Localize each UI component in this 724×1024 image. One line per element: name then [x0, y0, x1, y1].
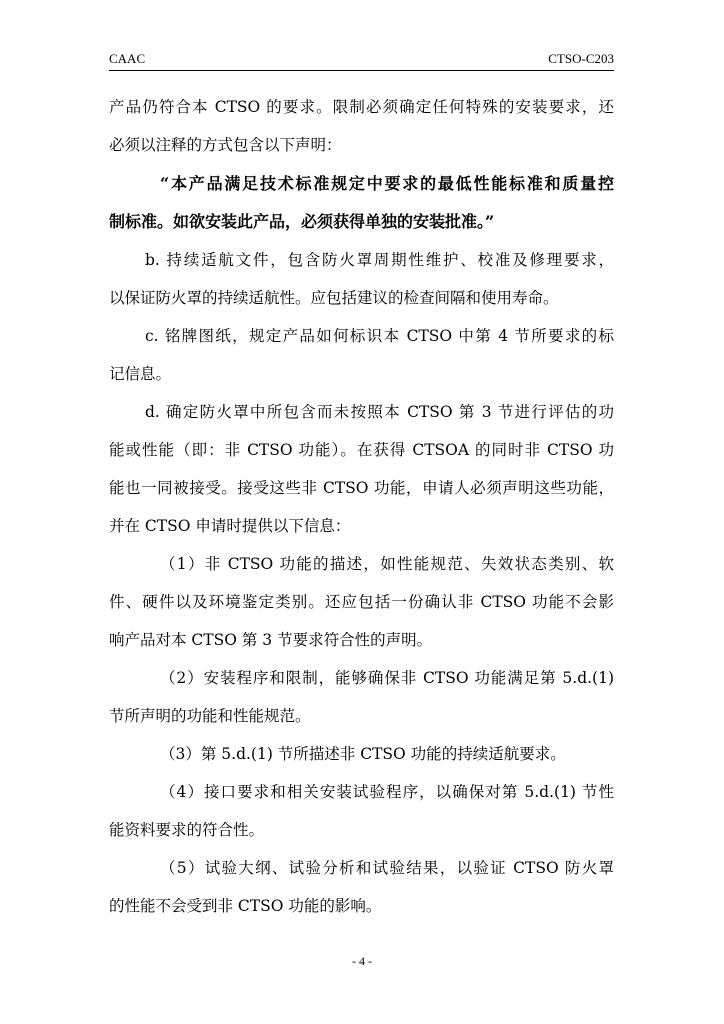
text-line: 记信息。 — [109, 365, 172, 383]
header-doc-id: CTSO-C203 — [548, 51, 614, 66]
text-line: 以保证防火罩的持续适航性。应包括建议的检查间隔和使用寿命。 — [109, 289, 559, 307]
quoted-statement: “本产品满足技术标准规定中要求的最低性能标准和质量控 — [160, 174, 614, 193]
text-line: 并在 CTSO 申请时提供以下信息： — [109, 517, 351, 535]
text-line: 响产品对本 CTSO 第 3 节要求符合性的声明。 — [109, 631, 433, 649]
text-line: d. 确定防火罩中所包含而未按照本 CTSO 第 3 节进行评估的功 — [145, 403, 614, 421]
text-line: 节所声明的功能和性能规范。 — [109, 707, 311, 725]
list-item: （4）接口要求和相关安装试验程序，以确保对第 5.d.(1) 节性 — [160, 783, 614, 801]
list-item: （5）试验大纲、试验分析和试验结果，以验证 CTSO 防火罩 — [160, 859, 614, 877]
text-line: c. 铭牌图纸，规定产品如何标识本 CTSO 中第 4 节所要求的标 — [145, 327, 614, 345]
text-line: 能资料要求的符合性。 — [109, 821, 265, 839]
header-org: CAAC — [109, 51, 146, 66]
list-item: （2）安装程序和限制，能够确保非 CTSO 功能满足第 5.d.(1) — [160, 669, 614, 687]
list-item: （3）第 5.d.(1) 节所描述非 CTSO 功能的持续适航要求。 — [160, 745, 566, 763]
text-line: 的性能不会受到非 CTSO 功能的影响。 — [109, 897, 382, 915]
text-line: 能或性能（即：非 CTSO 功能）。在获得 CTSOA 的同时非 CTSO 功 — [109, 441, 614, 459]
text-line: 产品仍符合本 CTSO 的要求。限制必须确定任何特殊的安装要求，还 — [109, 98, 614, 116]
text-line: 能也一同被接受。接受这些非 CTSO 功能，申请人必须声明这些功能， — [109, 479, 614, 497]
quoted-statement: 制标准。如欲安装此产品，必须获得单独的安装批准。” — [109, 212, 495, 231]
text-line: b. 持续适航文件，包含防火罩周期性维护、校准及修理要求， — [145, 251, 614, 269]
page-header — [109, 52, 614, 71]
text-line: 件、硬件以及环境鉴定类别。还应包括一份确认非 CTSO 功能不会影 — [109, 593, 614, 611]
page-number: - 4 - — [352, 954, 372, 968]
list-item: （1）非 CTSO 功能的描述，如性能规范、失效状态类别、软 — [160, 555, 614, 573]
text-line: 必须以注释的方式包含以下声明： — [109, 136, 342, 154]
